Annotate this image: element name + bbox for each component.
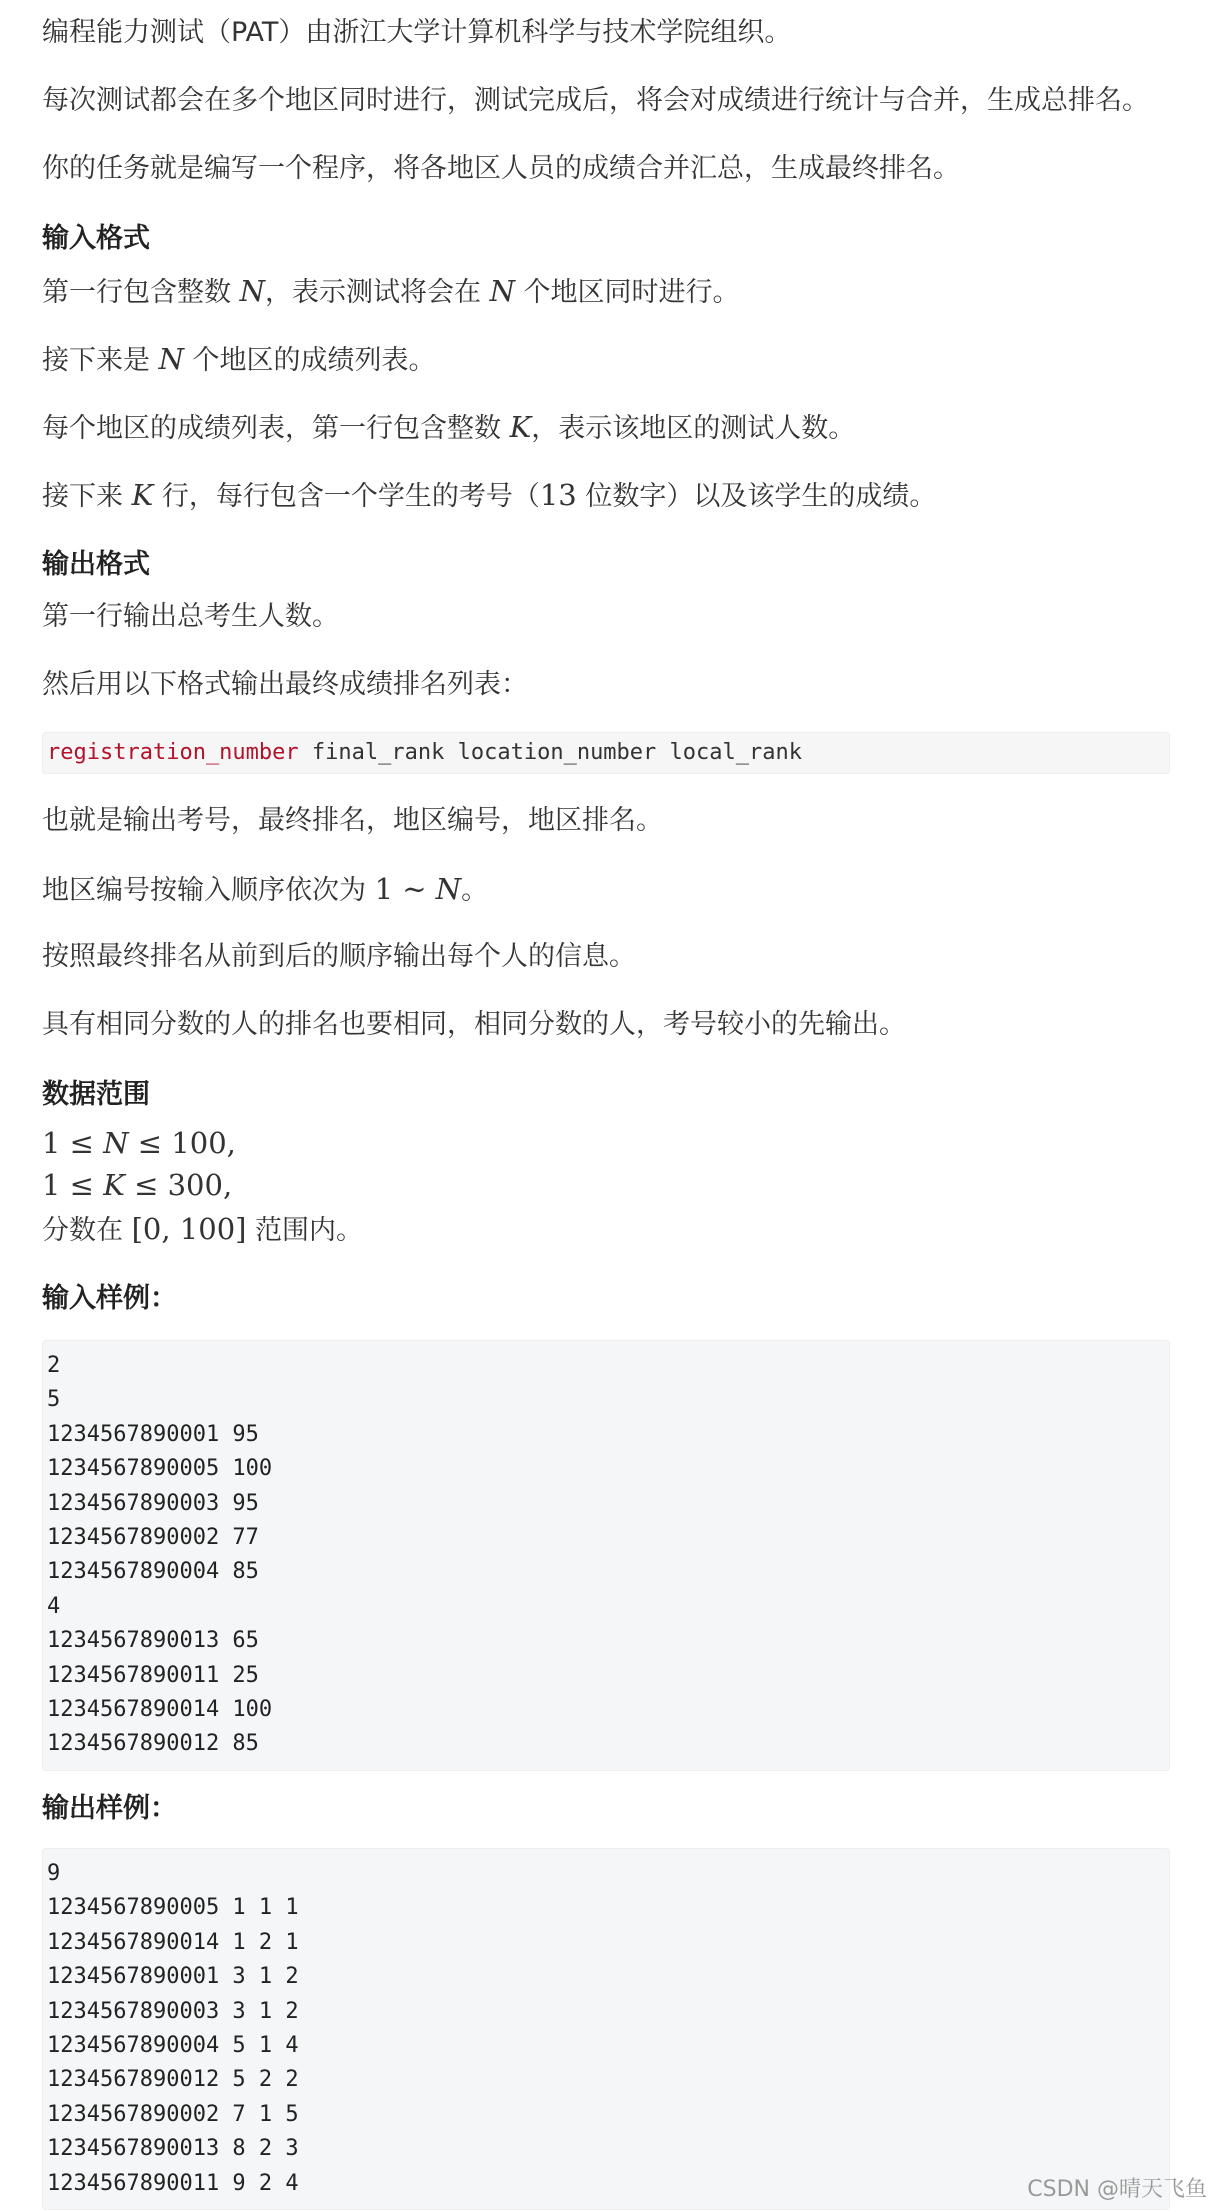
output-sample-heading: 输出样例： [42, 1793, 177, 1824]
code-line: 1234567890003 95 [47, 1490, 259, 1516]
code-line: 1234567890012 5 2 2 [47, 2067, 299, 2093]
data-range-line-2: 1 ≤ K ≤ 300, [42, 1168, 233, 1202]
code-line: 2 [47, 1353, 61, 1378]
input-sample-heading: 输入样例： [42, 1283, 177, 1314]
math-var-n: N [103, 1126, 129, 1160]
output-format-line-1: 第一行输出总考生人数。 [42, 601, 339, 632]
math-var-n: N [435, 872, 462, 906]
data-range-heading: 数据范围 [42, 1079, 150, 1110]
math-var-n: N [239, 274, 265, 308]
code-keyword: registration_number [47, 740, 299, 765]
intro-line-2: 每次测试都会在多个地区同时进行，测试完成后，将会对成绩进行统计与合并，生成总排名。 [42, 85, 1149, 116]
code-line: 1234567890004 5 1 4 [47, 2032, 299, 2058]
format-code-line: registration_number final_rank location_number local_rank [47, 740, 802, 765]
code-line: 1234567890011 9 2 4 [47, 2170, 299, 2196]
data-range-line-1: 1 ≤ N ≤ 100, [42, 1126, 236, 1160]
math-var-k: K [509, 410, 532, 444]
code-line: 1234567890011 25 [47, 1662, 259, 1688]
intro-line-1: 编程能力测试（PAT）由浙江大学计算机科学与技术学院组织。 [42, 17, 792, 48]
code-line: 9 [47, 1861, 61, 1886]
watermark: CSDN @晴天飞鱼 [1027, 2177, 1207, 2202]
input-sample-code-block [42, 1340, 1170, 1771]
math-var-n: N [158, 342, 184, 376]
intro-line-3: 你的任务就是编写一个程序，将各地区人员的成绩合并汇总，生成最终排名。 [42, 153, 960, 184]
code-line: 1234567890004 85 [47, 1559, 259, 1585]
code-line: 1234567890002 77 [47, 1524, 259, 1550]
math-var-k: K [103, 1168, 125, 1202]
code-line: 1234567890005 100 [47, 1456, 273, 1482]
math-var-k: K [131, 478, 154, 512]
input-format-line-1: 第一行包含整数 N，表示测试将会在 N 个地区同时进行。 [42, 274, 740, 308]
code-line: 1234567890005 1 1 1 [47, 1895, 299, 1921]
output-format-line-5: 按照最终排名从前到后的顺序输出每个人的信息。 [42, 941, 636, 972]
code-line: 5 [47, 1387, 61, 1413]
output-format-line-3: 也就是输出考号，最终排名，地区编号，地区排名。 [42, 805, 663, 836]
output-format-line-6: 具有相同分数的人的排名也要相同，相同分数的人，考号较小的先输出。 [42, 1009, 906, 1040]
code-line: 1234567890014 1 2 1 [47, 1929, 299, 1955]
input-format-line-4: 接下来 K 行，每行包含一个学生的考号（13 位数字）以及该学生的成绩。 [42, 478, 937, 512]
code-line: 1234567890001 3 1 2 [47, 1964, 299, 1990]
math-var-n: N [489, 274, 515, 308]
input-format-line-3: 每个地区的成绩列表，第一行包含整数 K，表示该地区的测试人数。 [42, 410, 856, 444]
code-line: 1234567890013 65 [47, 1628, 259, 1654]
data-range-line-3: 分数在 [0, 100] 范围内。 [42, 1212, 364, 1246]
format-code-block [42, 732, 1170, 774]
output-format-line-4: 地区编号按输入顺序依次为 1 ∼ N。 [42, 872, 489, 906]
code-line: 1234567890012 85 [47, 1731, 259, 1757]
output-format-heading: 输出格式 [42, 549, 150, 580]
code-line: 1234567890003 3 1 2 [47, 1998, 299, 2024]
output-format-line-2: 然后用以下格式输出最终成绩排名列表： [42, 669, 528, 700]
code-line: 1234567890001 95 [47, 1421, 259, 1447]
input-format-line-2: 接下来是 N 个地区的成绩列表。 [42, 342, 436, 376]
code-line: 1234567890002 7 1 5 [47, 2101, 299, 2127]
code-line: 1234567890014 100 [47, 1696, 273, 1722]
code-line: 4 [47, 1593, 61, 1619]
input-format-heading: 输入格式 [42, 223, 150, 254]
code-line: 1234567890013 8 2 3 [47, 2136, 299, 2162]
output-sample-code-block [42, 1848, 1170, 2210]
